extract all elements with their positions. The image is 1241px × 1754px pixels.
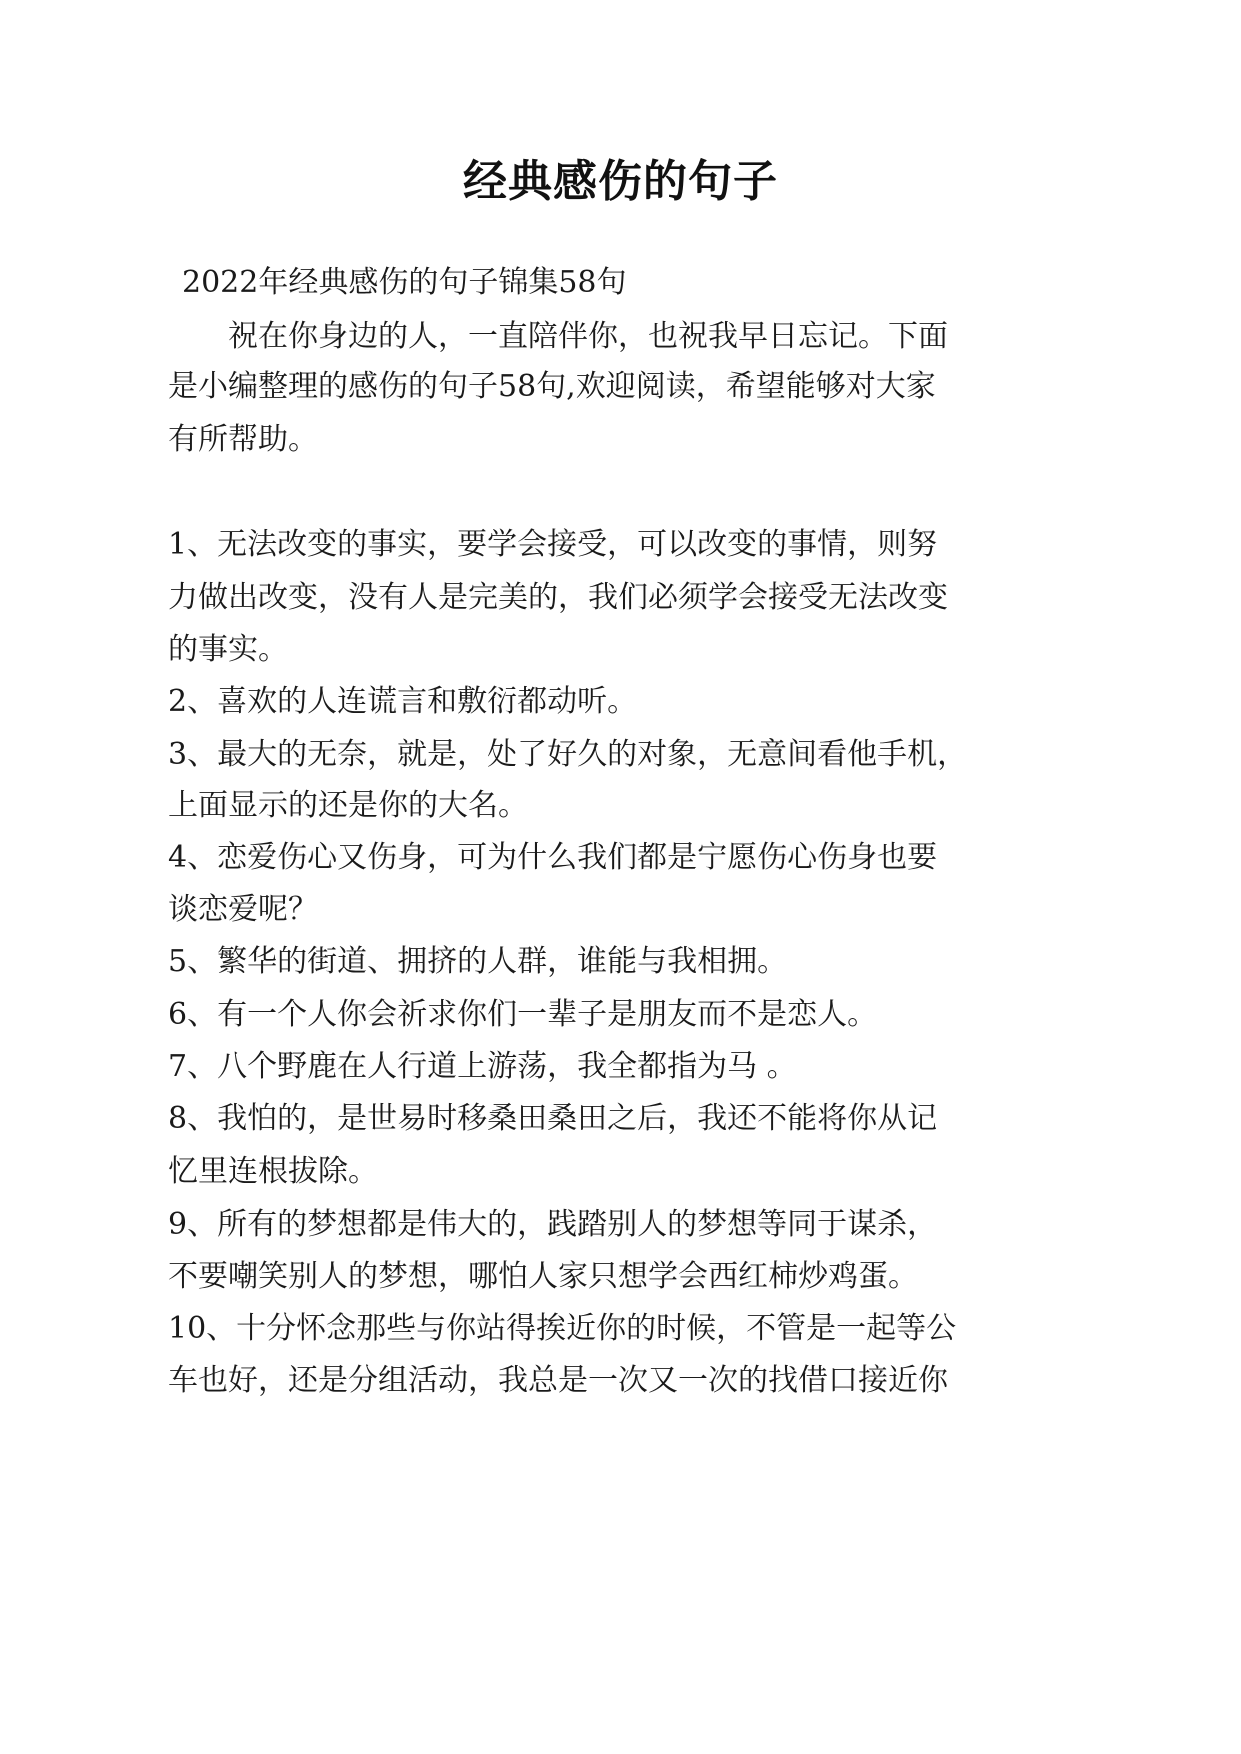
document-subtitle: 2022年经典感伤的句子锦集58句 — [182, 265, 627, 300]
list-item-line: 谈恋爱呢？ — [168, 892, 318, 927]
intro-line: 有所帮助。 — [168, 422, 318, 457]
list-item-line: 忆里连根拔除。 — [168, 1154, 378, 1189]
list-item-line: 不要嘲笑别人的梦想，哪怕人家只想学会西红柿炒鸡蛋。 — [168, 1259, 918, 1294]
list-item-line: 7、八个野鹿在人行道上游荡，我全都指为马 。 — [168, 1049, 797, 1084]
list-item-line: 8、我怕的，是世易时移桑田桑田之后，我还不能将你从记 — [168, 1101, 938, 1136]
list-item-line: 力做出改变，没有人是完美的，我们必须学会接受无法改变 — [168, 580, 948, 615]
list-item-line: 3、最大的无奈，就是，处了好久的对象，无意间看他手机， — [168, 737, 968, 772]
list-item-line: 车也好，还是分组活动，我总是一次又一次的找借口接近你 — [168, 1363, 948, 1398]
list-item-line: 5、繁华的街道、拥挤的人群，谁能与我相拥。 — [168, 944, 788, 979]
list-item-line: 2、喜欢的人连谎言和敷衍都动听。 — [168, 684, 638, 719]
list-item-line: 10、十分怀念那些与你站得挨近你的时候，不管是一起等公 — [168, 1311, 957, 1346]
list-item-line: 上面显示的还是你的大名。 — [168, 788, 528, 823]
list-item-line: 4、恋爱伤心又伤身，可为什么我们都是宁愿伤心伤身也要 — [168, 840, 938, 875]
list-item-line: 9、所有的梦想都是伟大的，践踏别人的梦想等同于谋杀， — [168, 1207, 938, 1242]
intro-line: 是小编整理的感伤的句子58句,欢迎阅读，希望能够对大家 — [168, 369, 936, 404]
list-item-line: 的事实。 — [168, 632, 288, 667]
document-title: 经典感伤的句子 — [463, 156, 778, 207]
intro-line: 祝在你身边的人，一直陪伴你，也祝我早日忘记。下面 — [228, 319, 948, 354]
list-item-line: 6、有一个人你会祈求你们一辈子是朋友而不是恋人。 — [168, 997, 878, 1032]
list-item-line: 1、无法改变的事实，要学会接受，可以改变的事情，则努 — [168, 527, 938, 562]
